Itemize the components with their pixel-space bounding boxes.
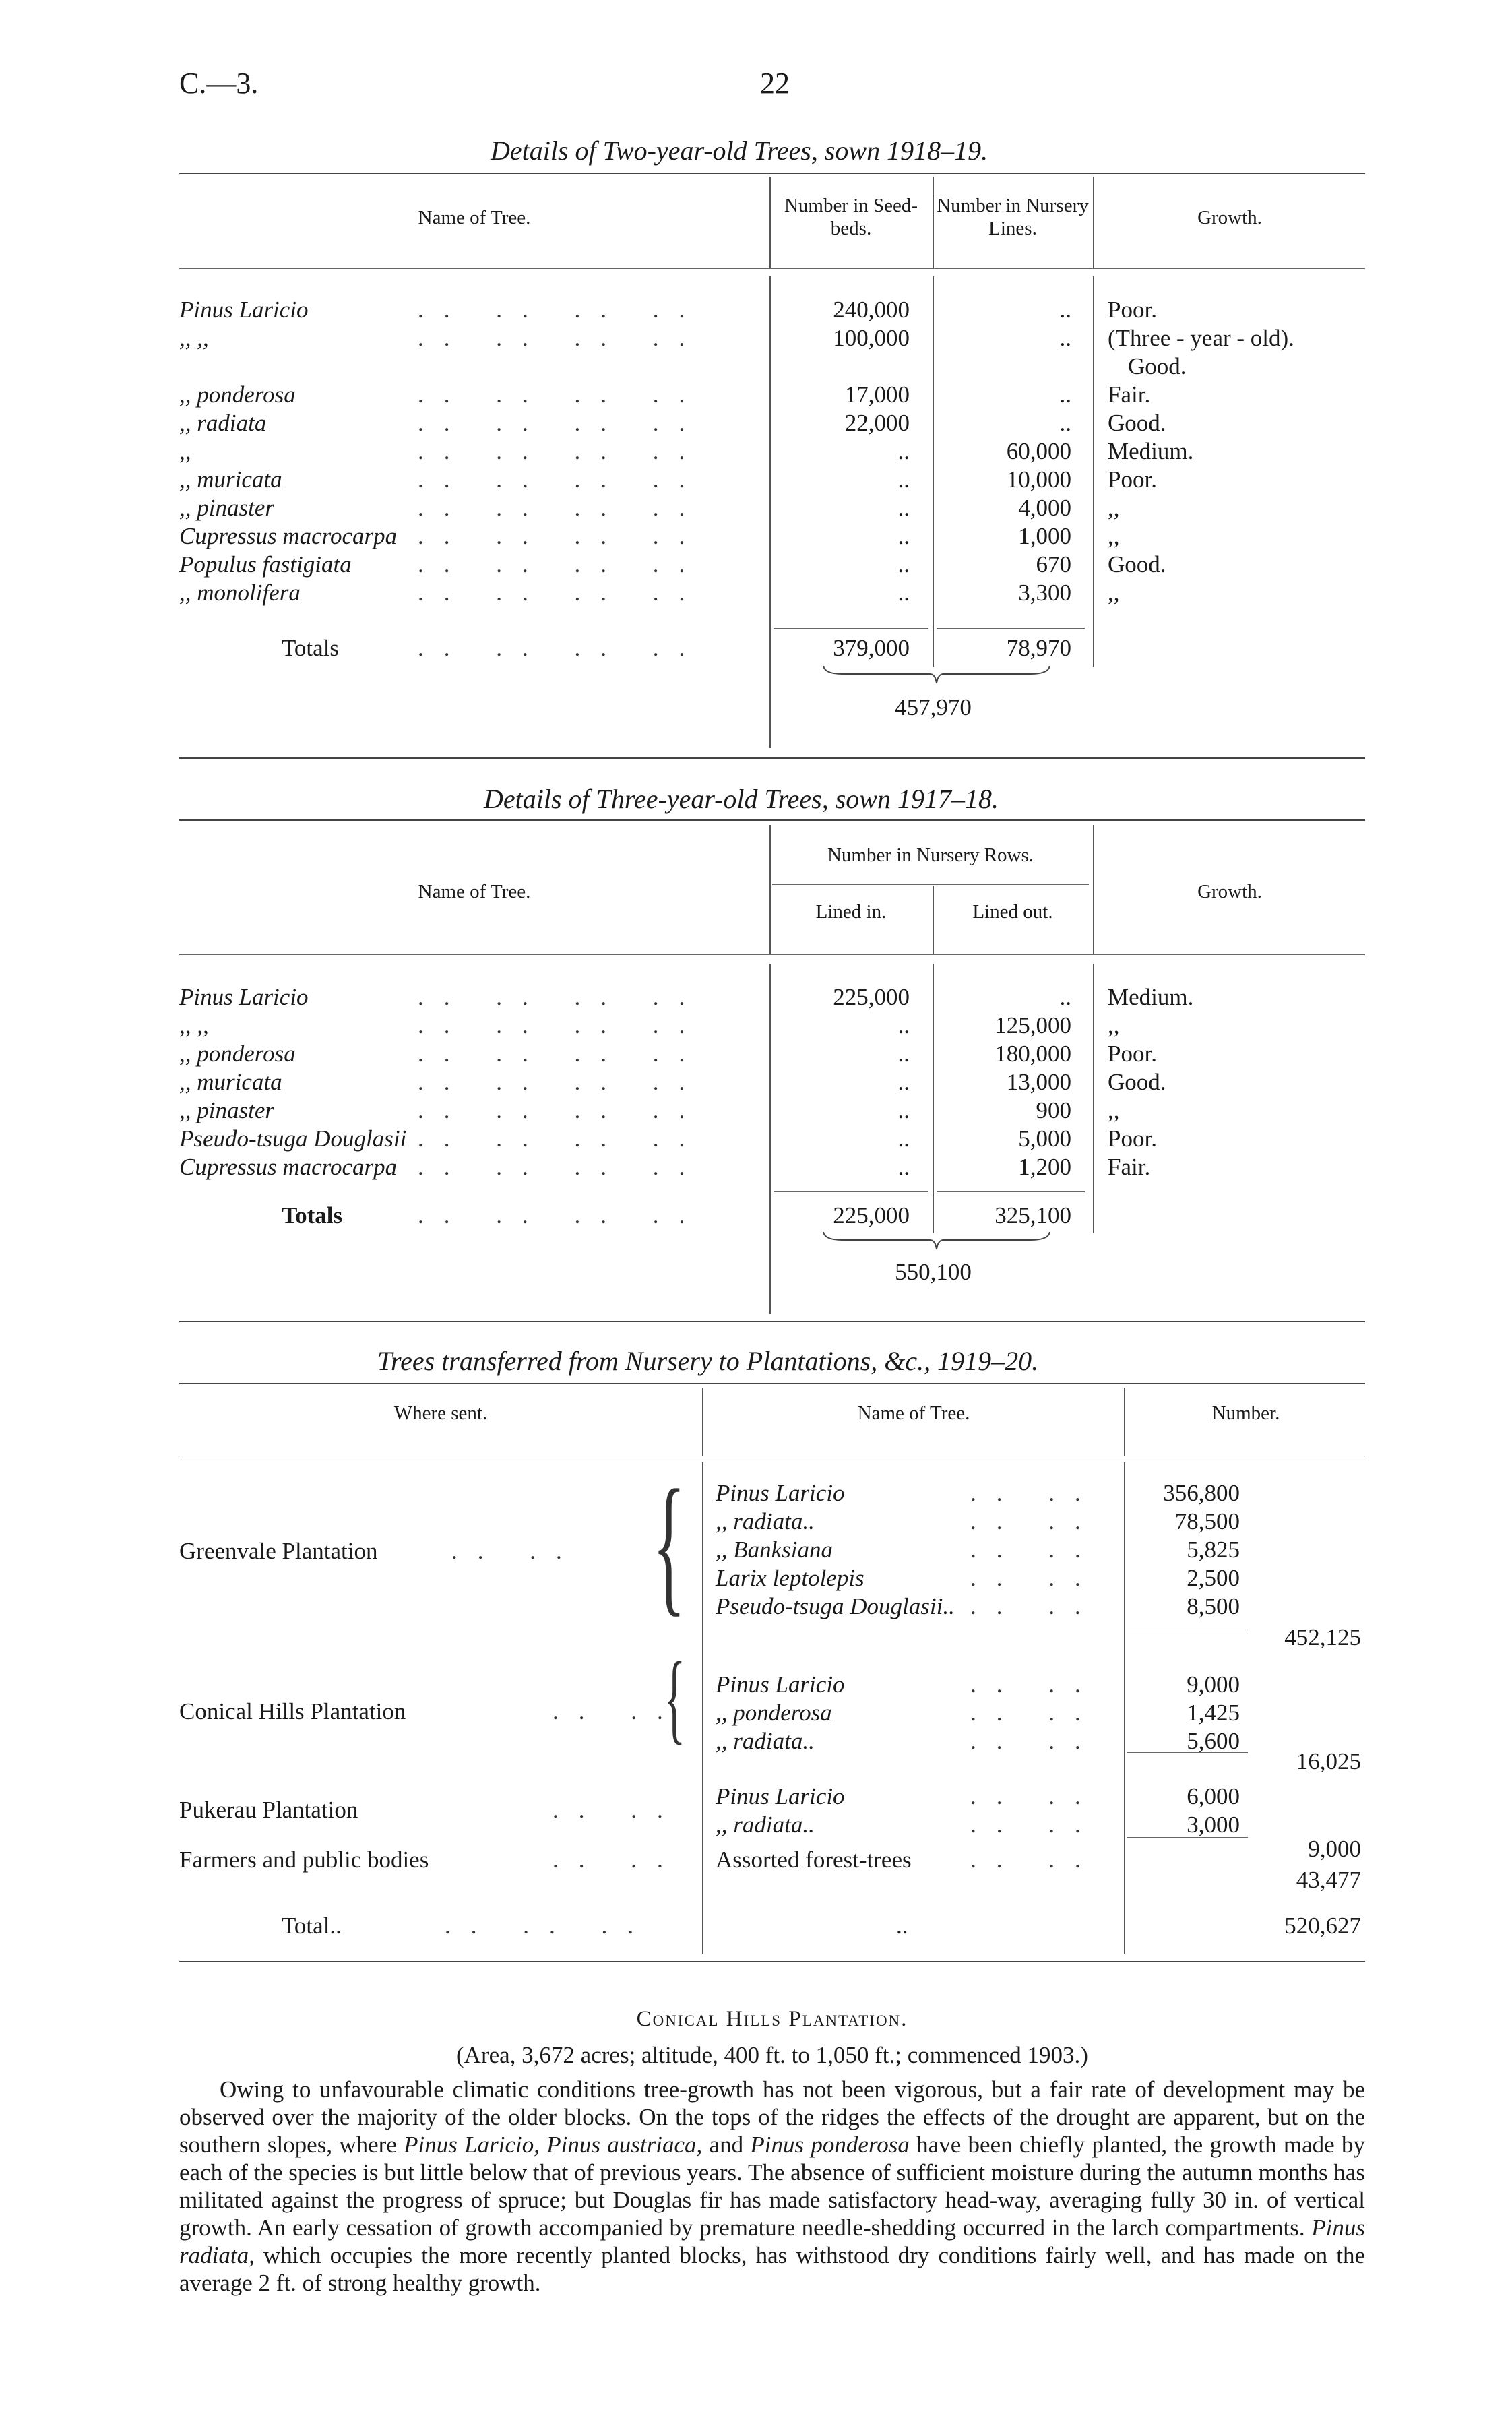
table2-col-group: Number in Nursery Rows. [827,844,1034,866]
table1-caption: Details of Two-year-old Trees, sown 1918–19. [491,135,988,166]
table1-seed-value: .. [897,495,910,521]
table2-tree-name: Pinus Laricio [179,984,309,1010]
table1-nursery-value: .. [1059,381,1071,408]
leader-dots: .. .. [970,1565,1101,1591]
section-subtitle: (Area, 3,672 acres; altitude, 400 ft. to 1,050 ft.; commenced 1903.) [456,2042,1088,2068]
leader-dots: .. .. .. .. [418,1041,705,1067]
table1-seed-value: 240,000 [833,297,910,323]
table2-lined-out-value: 5,000 [1018,1125,1071,1152]
table2-lined-out-value: .. [1059,984,1071,1010]
para-text-3: have been chiefly planted, the growth made by each of the species is but little below that of previous years. The absence of sufficient moisture during the autumn months has militated against the progress of spruce; but Douglas fir has made satisfactory head-way, averaging fully 30 in. of vertical growth. An early cessation of growth accompanied by premature needle-shedding occurred in the larch compartments. [179,2132,1365,2241]
table2-lined-out-value: 180,000 [995,1041,1071,1067]
table1-tree-name: ,, ,, [179,325,209,351]
table1-tree-name: ,, monolifera [179,580,301,606]
table1-total-seed: 379,000 [833,635,910,661]
table2-growth-value: Fair. [1108,1154,1151,1180]
table2-lined-out-value: 13,000 [1006,1069,1071,1095]
table1-seed-value: .. [897,466,910,493]
table2-lined-in-value: .. [897,1041,910,1067]
para-species-3: Pinus radiata, [179,2214,1365,2268]
table3-tree-number: 78,500 [1174,1508,1240,1534]
leader-dots: .. .. .. .. [418,466,705,493]
table3-tree-name: ,, radiata.. [716,1811,815,1838]
table1-seed-value: .. [897,523,910,549]
table1-nursery-value: 1,000 [1018,523,1071,549]
table3-col-where: Where sent. [393,1402,488,1424]
leader-dots: .. .. [970,1508,1101,1534]
table3-tree-name: Pinus Laricio [716,1671,845,1698]
table2-lined-in-value: .. [897,1012,910,1038]
table1-grand-total: 457,970 [895,694,972,720]
table2-growth-value: ,, [1108,1097,1120,1123]
table1-growth-value: Medium. [1108,438,1194,464]
table2-tree-name: ,, ,, [179,1012,209,1038]
table2-tree-name: ,, pinaster [179,1097,274,1123]
table2-growth-value: Medium. [1108,984,1194,1010]
table3-tree-name: Pseudo-tsuga Douglasii.. [716,1593,955,1619]
leader-dots: .. .. [970,1811,1101,1838]
leader-dots: .. .. .. .. [418,1069,705,1095]
table1-seed-value: 100,000 [833,325,910,351]
table1-tree-name: ,, ponderosa [179,381,296,408]
table2-col-lined-out: Lined out. [972,901,1053,923]
table1-nursery-value: .. [1059,325,1071,351]
table3-tree-name: ,, radiata.. [716,1508,815,1534]
table2-growth-value: ,, [1108,1012,1120,1038]
table3-tree-name: Pinus Laricio [716,1783,845,1809]
table1-tree-name: ,, muricata [179,466,282,493]
table3-where-sent: Pukerau Plantation [179,1797,358,1823]
table3-tree-number: 5,825 [1187,1537,1240,1563]
table3-tree-name: Pinus Laricio [716,1480,845,1506]
table1-growth-value: Poor. [1108,466,1157,493]
leader-dots: .. .. .. .. [418,1154,705,1180]
table2-lined-out-value: 1,200 [1018,1154,1071,1180]
table3-group-subtotal: 43,477 [1296,1867,1361,1893]
leader-dots: .. .. .. .. [418,410,705,436]
para-species-2: Pinus ponderosa [750,2132,910,2158]
leader-dots: .. .. [970,1593,1101,1619]
table1-nursery-value: 4,000 [1018,495,1071,521]
table3-where-sent: Farmers and public bodies [179,1847,429,1873]
table1-seed-value: .. [897,438,910,464]
table2-lined-out-value: 900 [1036,1097,1071,1123]
table3-total-label: Total.. [282,1913,342,1939]
para-text-4: which occupies the more recently planted blocks, has withstood dry conditions fairly well, and has made on the average 2 ft. of strong healthy growth. [179,2242,1365,2296]
leader-dots: .. .. .. .. [418,381,705,408]
table3-tree-name: ,, Banksiana [716,1537,833,1563]
table1-col-seed: Number in Seed-beds. [784,195,918,239]
table3-tree-number: 2,500 [1187,1565,1240,1591]
table1-total-brace [822,664,1051,685]
table3-tree-number: 8,500 [1187,1593,1240,1619]
table3-tree-name: Larix leptolepis [716,1565,864,1591]
leader-dots: .. .. [970,1480,1101,1506]
para-text-2: and [702,2132,751,2158]
table2-tree-name: ,, muricata [179,1069,282,1095]
table3-col-name: Name of Tree. [857,1402,970,1424]
table1-total-nursery: 78,970 [1006,635,1071,661]
leader-dots: .. .. [970,1700,1101,1726]
leader-dots: .. .. .. .. [418,523,705,549]
section-title: Conical Hills Plantation. [636,2007,908,2031]
table1-growth-value: Poor. [1108,297,1157,323]
leader-dots: .. .. [970,1671,1101,1698]
table2-lined-in-value: .. [897,1069,910,1095]
table3-tree-number: 5,600 [1187,1728,1240,1754]
table1-growth-value: Good. [1108,551,1166,578]
table1-nursery-value: 60,000 [1006,438,1071,464]
table3-group-subtotal: 9,000 [1308,1836,1361,1862]
table2-growth-value: Poor. [1108,1041,1157,1067]
leader-dots: .. .. .. .. [418,984,705,1010]
table1-tree-name: Pinus Laricio [179,297,309,323]
leader-dots: .. .. .. .. [418,297,705,323]
table1-growth-value: Fair. [1108,381,1151,408]
table1-col-nursery: Number in Nursery Lines. [937,195,1089,239]
table3-tree-number: 1,425 [1187,1700,1240,1726]
table3-caption: Trees transferred from Nursery to Plantations, &c., 1919–20. [377,1346,1039,1376]
table3-total-name: .. [896,1913,908,1939]
table1-growth-value: ,, [1108,580,1120,606]
table2-lined-in-value: .. [897,1097,910,1123]
table1-tree-name: ,, pinaster [179,495,274,521]
table2-total-out: 325,100 [995,1202,1071,1229]
table3-col-number: Number. [1211,1402,1280,1424]
table1-tree-name: Populus fastigiata [179,551,352,578]
table1-col-name: Name of Tree. [418,207,531,228]
table2-lined-out-value: 125,000 [995,1012,1071,1038]
table3-tree-name: ,, ponderosa [716,1700,832,1726]
table2-tree-name: ,, ponderosa [179,1041,296,1067]
table1-tree-name: Cupressus macrocarpa [179,523,398,549]
table2-tree-name: Cupressus macrocarpa [179,1154,398,1180]
table3-group-subtotal: 452,125 [1284,1624,1361,1650]
table2-col-lined-in: Lined in. [815,901,887,923]
table2-total-in: 225,000 [833,1202,910,1229]
leader-dots: .. .. .. .. [418,438,705,464]
table1-growth-value: Good. [1108,410,1166,436]
table1-growth-value: (Three - year - old). [1108,325,1294,351]
table3-tree-name: Assorted forest-trees [716,1847,912,1873]
section-paragraph [179,2076,1365,2297]
leader-dots: .. .. .. .. [418,1012,705,1038]
table2-tree-name: Pseudo-tsuga Douglasii [179,1125,407,1152]
table2-lined-in-value: 225,000 [833,984,910,1010]
table2-col-name: Name of Tree. [418,881,531,902]
table1-col-growth: Growth. [1197,207,1262,228]
table2-total-brace [822,1231,1051,1251]
table1-nursery-value: 3,300 [1018,580,1071,606]
table1-totals-label: Totals [282,635,340,661]
table2-lined-in-value: .. [897,1125,910,1152]
table3-tree-number: 9,000 [1187,1671,1240,1698]
leader-dots: .. .. [451,1538,582,1564]
leader-dots: .. .. .. .. [418,325,705,351]
table1-nursery-value: .. [1059,410,1071,436]
leader-dots: .. .. .. .. [418,580,705,606]
table3-tree-number: 6,000 [1187,1783,1240,1809]
table2-lined-in-value: .. [897,1154,910,1180]
table2-caption: Details of Three-year-old Trees, sown 1917–18. [484,784,999,814]
leader-dots: .. .. .. .. [418,551,705,578]
leader-dots: .. .. .. .. [418,1097,705,1123]
table1-seed-value: .. [897,580,910,606]
table3-where-sent: Greenvale Plantation [179,1538,378,1564]
table2-growth-value: Poor. [1108,1125,1157,1152]
table3-where-sent: Conical Hills Plantation [179,1698,406,1725]
table1-seed-value: .. [897,551,910,578]
table3-tree-number: 356,800 [1163,1480,1240,1506]
leader-dots: .. .. [970,1783,1101,1809]
leader-dots: .. .. [553,1797,683,1823]
leader-dots: .. .. [970,1847,1101,1873]
leader-dots: .. .. .. .. [418,1125,705,1152]
table3-total: 520,627 [1284,1913,1361,1939]
table2-growth-value: Good. [1108,1069,1166,1095]
table3-tree-number: 3,000 [1187,1811,1240,1838]
table1-tree-name: ,, radiata [179,410,267,436]
table2-grand-total: 550,100 [895,1259,972,1285]
table1-seed-value: 22,000 [844,410,910,436]
leader-dots: .. .. [970,1537,1101,1563]
table2-col-growth: Growth. [1197,881,1262,902]
report-code: C.—3. [179,67,259,100]
table1-growth-value: Good. [1128,353,1187,379]
page-number: 22 [760,67,790,100]
leader-dots: .. .. [553,1847,683,1873]
leader-dots: .. .. [970,1728,1101,1754]
leader-dots: .. .. .. .. [418,495,705,521]
table1-seed-value: 17,000 [844,381,910,408]
table1-growth-value: ,, [1108,523,1120,549]
table3-group-subtotal: 16,025 [1296,1748,1361,1774]
para-text-1: Owing to unfavourable climatic conditions tree-growth has not been vigorous, but a fair rate of development may be observed over the majority of the older blocks. On the tops of the ridges the effects of the drought are apparent, but on the southern slopes, where [179,2076,1365,2158]
table3-tree-name: ,, radiata.. [716,1728,815,1754]
para-species-1: Pinus Laricio, Pinus austriaca, [404,2132,703,2158]
table1-nursery-value: .. [1059,297,1071,323]
table1-tree-name: ,, [179,438,191,464]
table1-nursery-value: 670 [1036,551,1071,578]
table1-nursery-value: 10,000 [1006,466,1071,493]
leader-dots: .. .. [553,1698,683,1725]
table2-totals-label: Totals [282,1202,343,1229]
table1-growth-value: ,, [1108,495,1120,521]
